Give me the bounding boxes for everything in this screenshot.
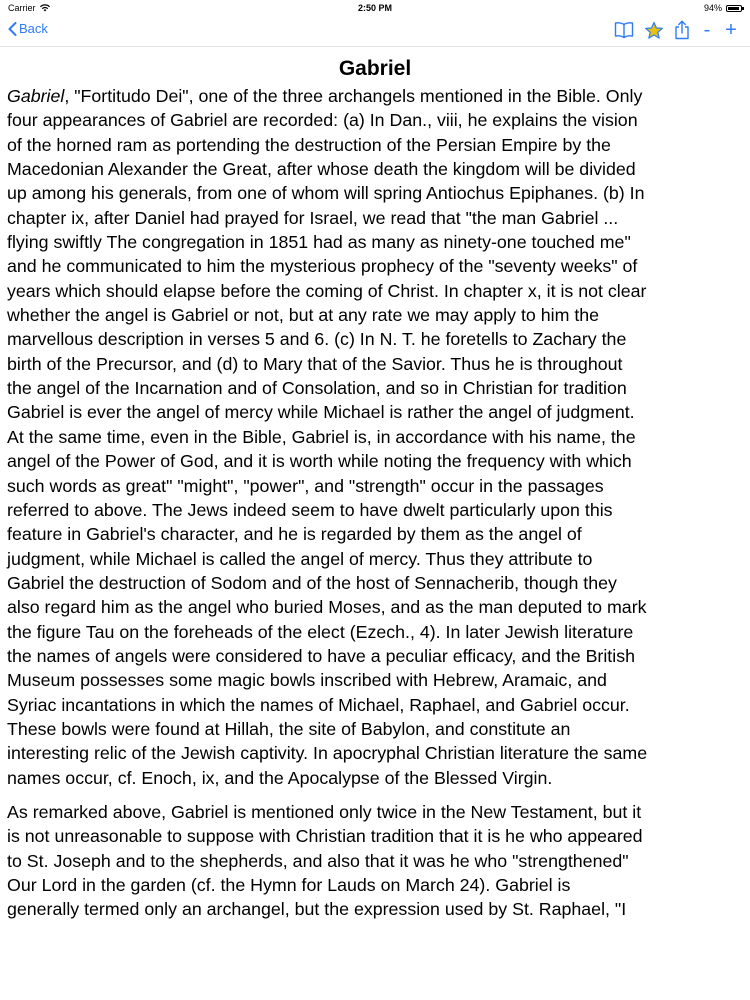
paragraph-line: interesting relic of the Jewish captivity. In apocryphal Christian literature the same bbox=[7, 743, 648, 764]
battery-fill bbox=[728, 7, 739, 10]
article-body bbox=[7, 84, 749, 922]
italic-term: Gabriel bbox=[7, 86, 65, 106]
status-bar bbox=[0, 0, 750, 16]
paragraph-line: birth of the Precursor, and (d) to Mary that of the Savior. Thus he is throughout bbox=[7, 353, 623, 374]
back-label: Back bbox=[19, 21, 48, 36]
paragraph-line-text: , "Fortitudo Dei", one of the three archangels mentioned in the Bible. Only bbox=[64, 86, 643, 106]
paragraph-line: referred to above. The Jews indeed seem to have dwelt particularly upon this bbox=[7, 499, 613, 520]
paragraph-line: whether the angel is Gabriel or not, but at any rate we may apply to him the bbox=[7, 305, 600, 326]
star-icon bbox=[644, 21, 664, 40]
paragraph-line: is not unreasonable to suppose with Christian tradition that it is he who appeared bbox=[7, 826, 643, 847]
status-time: 2:50 PM bbox=[357, 3, 392, 13]
paragraph-line: chapter ix, after Daniel had prayed for Israel, we read that "the man Gabriel ... bbox=[7, 207, 619, 228]
paragraph-line: names occur, cf. Enoch, ix, and the Apocalypse of the Blessed Virgin. bbox=[7, 767, 553, 788]
paragraph-line: the angel of the Incarnation and of Consolation, and so in Christian for tradition bbox=[7, 378, 627, 399]
paragraph-line: and he communicated to him the mysterious prophecy of the "seventy weeks" of bbox=[7, 256, 638, 277]
paragraph-line: judgment, while Michael is called the angel of mercy. Thus they attribute to bbox=[7, 548, 593, 569]
battery-percent: 94% bbox=[703, 3, 722, 13]
toolbar-actions bbox=[614, 20, 738, 40]
decrease-font-button[interactable]: - bbox=[703, 19, 711, 41]
paragraph-line: marvellous description in verses 5 and 6. (c) In N. T. he foretells to Zachary the bbox=[7, 329, 627, 350]
paragraph-line: the names of angels were considered to have a peculiar efficacy, and the British bbox=[7, 645, 635, 666]
navigation-bar bbox=[0, 16, 750, 47]
paragraph-line: the figure Tau on the foreheads of the elect (Ezech., 4). In later Jewish literature bbox=[7, 621, 634, 642]
favorite-button[interactable] bbox=[644, 21, 664, 40]
paragraph-line: feature in Gabriel's character, and he is regarded by them as the angel of bbox=[7, 524, 582, 545]
article-content bbox=[0, 46, 750, 81]
paragraph-line: At the same time, even in the Bible, Gabriel is, in accordance with his name, the bbox=[7, 426, 636, 447]
share-icon bbox=[674, 20, 690, 40]
paragraph-line: Macedonian Alexander the Great, after whose death the kingdom will be divided bbox=[7, 159, 636, 180]
paragraph-line: angel of the Power of God, and it is worth while noting the frequency with which bbox=[7, 451, 632, 472]
paragraph-spacer bbox=[7, 790, 749, 800]
paragraph-line: Syriac incantations in which the names of Michael, Raphael, and Gabriel occur. bbox=[7, 694, 630, 715]
page-title: Gabriel bbox=[338, 57, 412, 80]
back-button[interactable] bbox=[8, 21, 48, 36]
paragraph-line: As remarked above, Gabriel is mentioned only twice in the New Testament, but it bbox=[7, 801, 642, 822]
paragraph-line: Gabriel the destruction of Sodom and of the host of Sennacherib, though they bbox=[7, 572, 617, 593]
paragraph-line: four appearances of Gabriel are recorded: (a) In Dan., viii, he explains the vision bbox=[7, 110, 638, 131]
paragraph-line: such words as great" "might", "power", and "strength" occur in the passages bbox=[7, 475, 604, 496]
paragraph-line: generally termed only an archangel, but the expression used by St. Raphael, "I bbox=[7, 899, 627, 920]
paragraph-2 bbox=[7, 800, 749, 922]
paragraph-line: years which should elapse before the coming of Christ. In chapter x, it is not clear bbox=[7, 280, 647, 301]
paragraph-line: of the horned ram as portending the destruction of the Persian Empire by the bbox=[7, 134, 611, 155]
paragraph-line: flying swiftly The congregation in 1851 had as many as ninety-one touched me" bbox=[7, 232, 631, 253]
increase-font-button[interactable]: + bbox=[725, 19, 737, 41]
paragraph-line: to St. Joseph and to the shepherds, and also that it was he who "strengthened" bbox=[7, 850, 629, 871]
paragraph-line: up among his generals, from one of whom will spring Antiochus Epiphanes. (b) In bbox=[7, 183, 645, 204]
chevron-left-icon bbox=[8, 22, 17, 36]
paragraph-line: also regard him as the angel who buried Moses, and as the man deputed to mark bbox=[7, 597, 647, 618]
battery-indicator bbox=[704, 0, 742, 16]
paragraph-line: Our Lord in the garden (cf. the Hymn for Lauds on March 24). Gabriel is bbox=[7, 875, 571, 895]
open-book-icon bbox=[614, 21, 634, 39]
battery-icon bbox=[726, 5, 742, 12]
paragraph-1 bbox=[7, 84, 749, 790]
share-button[interactable] bbox=[674, 20, 690, 40]
paragraph-line bbox=[7, 84, 749, 108]
paragraph-line: These bowls were found at Hillah, the site of Babylon, and constitute an bbox=[7, 718, 571, 739]
paragraph-line: Museum possesses some magic bowls inscribed with Hebrew, Aramaic, and bbox=[7, 670, 607, 691]
bookmarks-button[interactable] bbox=[614, 21, 634, 39]
paragraph-line: Gabriel is ever the angel of mercy while Michael is rather the angel of judgment. bbox=[7, 402, 635, 423]
carrier-label: Carrier bbox=[8, 3, 36, 13]
